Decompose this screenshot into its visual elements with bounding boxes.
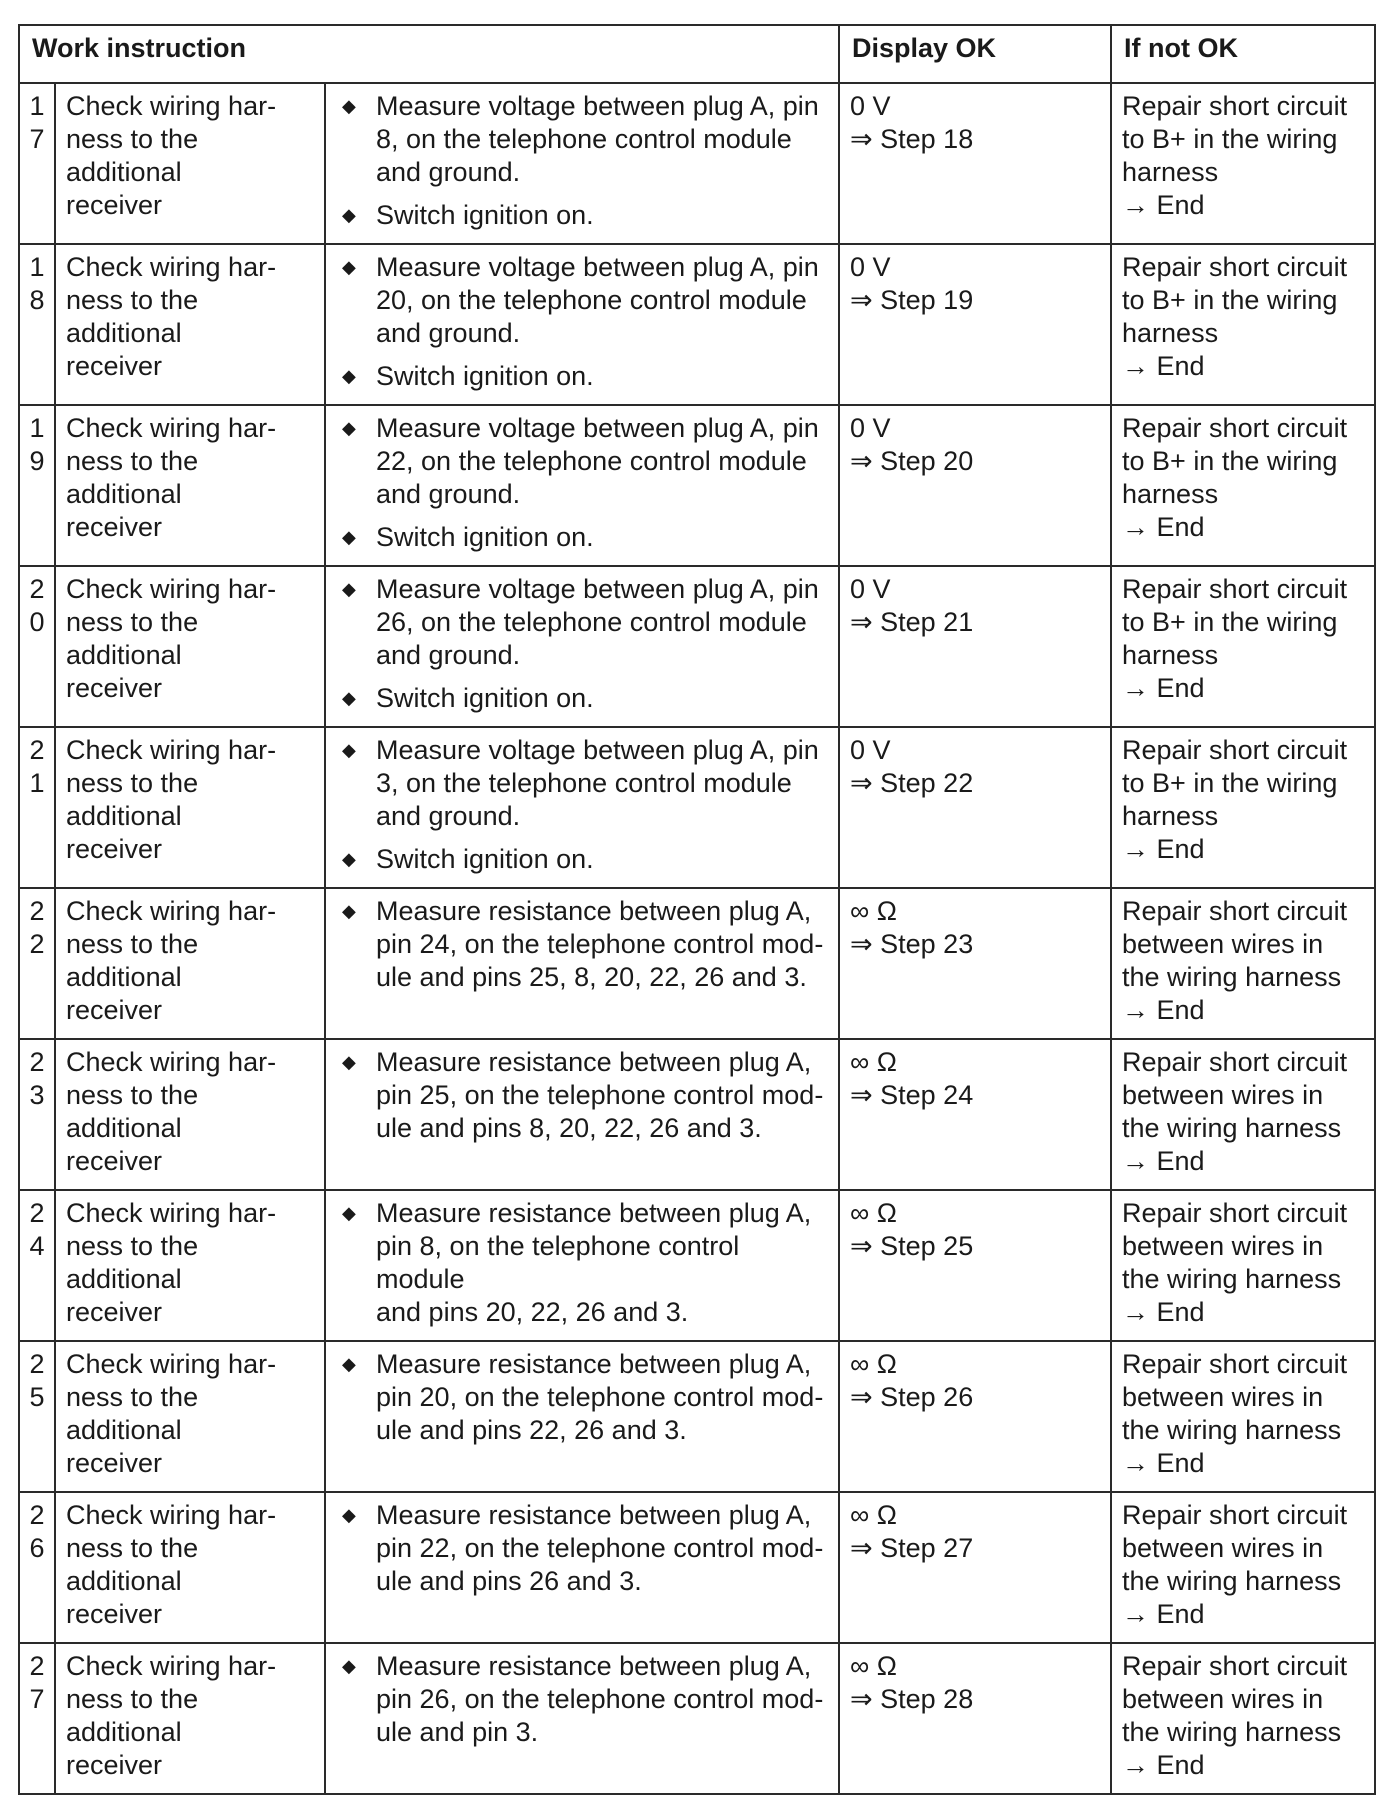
table-row [19, 244, 1375, 405]
next-step-link: ⇒ Step 25 [850, 1231, 974, 1261]
table-row [19, 888, 1375, 1039]
instruction-list [325, 1039, 839, 1190]
table-row [19, 1643, 1375, 1794]
if-not-ok-cell [1111, 1643, 1375, 1794]
instruction-item [336, 573, 828, 672]
repair-action-text: Repair short circuit between wires in the wiring harness → End [1122, 1500, 1348, 1629]
instruction-text: Switch ignition on. [376, 200, 594, 230]
display-value: ∞ Ω [850, 896, 897, 926]
instruction-text: Measure voltage between plug A, pin 3, on the telephone control module and ground. [376, 735, 819, 831]
display-ok-cell [839, 1492, 1111, 1643]
step-number: 2 2 [19, 888, 55, 1039]
instruction-list [325, 727, 839, 888]
step-number: 2 5 [19, 1341, 55, 1492]
instruction-item [336, 199, 828, 232]
header-if-not-ok: If not OK [1111, 25, 1375, 83]
next-step-link: ⇒ Step 26 [850, 1382, 974, 1412]
check-text: Check wiring har- ness to the additional receiver [66, 1047, 277, 1176]
table-row [19, 1492, 1375, 1643]
next-step-link: ⇒ Step 18 [850, 124, 974, 154]
instruction-list [325, 1341, 839, 1492]
step-number: 1 8 [19, 244, 55, 405]
diamond-bullet-icon: ◆ [342, 1656, 356, 1676]
repair-action-text: Repair short circuit between wires in the wiring harness → End [1122, 1198, 1348, 1327]
check-text: Check wiring har- ness to the additional receiver [66, 91, 277, 220]
check-description [55, 83, 325, 244]
instruction-text: Measure voltage between plug A, pin 8, on the telephone control module and ground. [376, 91, 819, 187]
check-text: Check wiring har- ness to the additional receiver [66, 252, 277, 381]
display-value: 0 V [850, 735, 891, 765]
check-text: Check wiring har- ness to the additional receiver [66, 574, 277, 703]
next-step-link: ⇒ Step 19 [850, 285, 974, 315]
instruction-item [336, 251, 828, 350]
instruction-list [325, 566, 839, 727]
if-not-ok-cell [1111, 1039, 1375, 1190]
next-step-link: ⇒ Step 21 [850, 607, 974, 637]
next-step-link: ⇒ Step 24 [850, 1080, 974, 1110]
if-not-ok-cell [1111, 566, 1375, 727]
next-step-link: ⇒ Step 20 [850, 446, 974, 476]
header-display-ok: Display OK [839, 25, 1111, 83]
repair-action-text: Repair short circuit between wires in the wiring harness → End [1122, 896, 1348, 1025]
header-work-instruction: Work instruction [19, 25, 839, 83]
instruction-item [336, 90, 828, 189]
instruction-text: Switch ignition on. [376, 361, 594, 391]
diamond-bullet-icon: ◆ [342, 418, 356, 438]
if-not-ok-cell [1111, 727, 1375, 888]
next-step-link: ⇒ Step 27 [850, 1533, 974, 1563]
instruction-item [336, 682, 828, 715]
check-description [55, 1190, 325, 1341]
display-ok-cell [839, 566, 1111, 727]
display-ok-cell [839, 888, 1111, 1039]
display-value: ∞ Ω [850, 1198, 897, 1228]
instruction-text: Switch ignition on. [376, 683, 594, 713]
check-text: Check wiring har- ness to the additional receiver [66, 1651, 277, 1780]
instruction-list [325, 83, 839, 244]
check-description [55, 566, 325, 727]
display-ok-cell [839, 1039, 1111, 1190]
diamond-bullet-icon: ◆ [342, 366, 356, 386]
instruction-item [336, 412, 828, 511]
step-number: 2 1 [19, 727, 55, 888]
instruction-list [325, 1492, 839, 1643]
check-description [55, 727, 325, 888]
check-description [55, 1341, 325, 1492]
work-instruction-table [18, 24, 1376, 1795]
diamond-bullet-icon: ◆ [342, 257, 356, 277]
step-number: 1 9 [19, 405, 55, 566]
table-row [19, 405, 1375, 566]
check-text: Check wiring har- ness to the additional receiver [66, 1198, 277, 1327]
display-value: 0 V [850, 91, 891, 121]
diamond-bullet-icon: ◆ [342, 579, 356, 599]
check-description [55, 244, 325, 405]
step-number: 2 7 [19, 1643, 55, 1794]
if-not-ok-cell [1111, 83, 1375, 244]
display-value: 0 V [850, 574, 891, 604]
instruction-list [325, 1190, 839, 1341]
instruction-text: Switch ignition on. [376, 844, 594, 874]
instruction-item [336, 734, 828, 833]
instruction-list [325, 244, 839, 405]
if-not-ok-cell [1111, 1492, 1375, 1643]
if-not-ok-cell [1111, 244, 1375, 405]
display-ok-cell [839, 83, 1111, 244]
display-value: ∞ Ω [850, 1047, 897, 1077]
next-step-link: ⇒ Step 22 [850, 768, 974, 798]
check-description [55, 405, 325, 566]
repair-action-text: Repair short circuit between wires in the wiring harness → End [1122, 1349, 1348, 1478]
instruction-text: Measure resistance between plug A, pin 24, on the telephone control mod- ule and pins 25, 8, 20, 22, 26 and 3. [376, 896, 824, 992]
next-step-link: ⇒ Step 28 [850, 1684, 974, 1714]
instruction-text: Measure resistance between plug A, pin 26, on the telephone control mod- ule and pin 3. [376, 1651, 824, 1747]
table-body [19, 83, 1375, 1794]
check-description [55, 888, 325, 1039]
diamond-bullet-icon: ◆ [342, 740, 356, 760]
diamond-bullet-icon: ◆ [342, 849, 356, 869]
instruction-item [336, 360, 828, 393]
check-text: Check wiring har- ness to the additional receiver [66, 1349, 277, 1478]
instruction-text: Measure voltage between plug A, pin 20, on the telephone control module and ground. [376, 252, 819, 348]
repair-action-text: Repair short circuit to B+ in the wiring harness → End [1122, 91, 1348, 220]
if-not-ok-cell [1111, 888, 1375, 1039]
diamond-bullet-icon: ◆ [342, 205, 356, 225]
table-header-row [19, 25, 1375, 83]
next-step-link: ⇒ Step 23 [850, 929, 974, 959]
if-not-ok-cell [1111, 1341, 1375, 1492]
table-row [19, 1190, 1375, 1341]
display-ok-cell [839, 1190, 1111, 1341]
instruction-list [325, 888, 839, 1039]
instruction-text: Switch ignition on. [376, 522, 594, 552]
instruction-list [325, 1643, 839, 1794]
step-number: 2 4 [19, 1190, 55, 1341]
diamond-bullet-icon: ◆ [342, 1354, 356, 1374]
step-number: 1 7 [19, 83, 55, 244]
repair-action-text: Repair short circuit to B+ in the wiring harness → End [1122, 413, 1348, 542]
repair-action-text: Repair short circuit between wires in the wiring harness → End [1122, 1651, 1348, 1780]
instruction-item [336, 1197, 828, 1329]
diamond-bullet-icon: ◆ [342, 1052, 356, 1072]
step-number: 2 6 [19, 1492, 55, 1643]
diamond-bullet-icon: ◆ [342, 527, 356, 547]
table-row [19, 727, 1375, 888]
table-row [19, 83, 1375, 244]
diamond-bullet-icon: ◆ [342, 96, 356, 116]
table-row [19, 1341, 1375, 1492]
diamond-bullet-icon: ◆ [342, 1203, 356, 1223]
repair-action-text: Repair short circuit between wires in the wiring harness → End [1122, 1047, 1348, 1176]
instruction-item [336, 843, 828, 876]
instruction-item [336, 1348, 828, 1447]
repair-action-text: Repair short circuit to B+ in the wiring harness → End [1122, 252, 1348, 381]
display-ok-cell [839, 244, 1111, 405]
instruction-text: Measure voltage between plug A, pin 26, on the telephone control module and ground. [376, 574, 819, 670]
check-text: Check wiring har- ness to the additional receiver [66, 735, 277, 864]
display-value: ∞ Ω [850, 1349, 897, 1379]
check-text: Check wiring har- ness to the additional receiver [66, 896, 277, 1025]
instruction-text: Measure resistance between plug A, pin 22, on the telephone control mod- ule and pins 26 and 3. [376, 1500, 824, 1596]
instruction-text: Measure resistance between plug A, pin 8, on the telephone control module and pins 20, 22, 26 and 3. [376, 1198, 812, 1327]
display-value: ∞ Ω [850, 1500, 897, 1530]
instruction-list [325, 405, 839, 566]
display-value: 0 V [850, 252, 891, 282]
instruction-item [336, 1046, 828, 1145]
display-value: 0 V [850, 413, 891, 443]
check-description [55, 1643, 325, 1794]
instruction-text: Measure voltage between plug A, pin 22, on the telephone control module and ground. [376, 413, 819, 509]
repair-action-text: Repair short circuit to B+ in the wiring harness → End [1122, 574, 1348, 703]
display-value: ∞ Ω [850, 1651, 897, 1681]
check-text: Check wiring har- ness to the additional receiver [66, 1500, 277, 1629]
step-number: 2 3 [19, 1039, 55, 1190]
display-ok-cell [839, 1643, 1111, 1794]
diamond-bullet-icon: ◆ [342, 1505, 356, 1525]
display-ok-cell [839, 405, 1111, 566]
check-description [55, 1492, 325, 1643]
instruction-item [336, 895, 828, 994]
table-row [19, 566, 1375, 727]
if-not-ok-cell [1111, 405, 1375, 566]
instruction-text: Measure resistance between plug A, pin 25, on the telephone control mod- ule and pins 8, 20, 22, 26 and 3. [376, 1047, 824, 1143]
display-ok-cell [839, 1341, 1111, 1492]
instruction-text: Measure resistance between plug A, pin 20, on the telephone control mod- ule and pins 22, 26 and 3. [376, 1349, 824, 1445]
diamond-bullet-icon: ◆ [342, 901, 356, 921]
check-text: Check wiring har- ness to the additional receiver [66, 413, 277, 542]
diamond-bullet-icon: ◆ [342, 688, 356, 708]
step-number: 2 0 [19, 566, 55, 727]
check-description [55, 1039, 325, 1190]
if-not-ok-cell [1111, 1190, 1375, 1341]
instruction-item [336, 1650, 828, 1749]
table-row [19, 1039, 1375, 1190]
repair-action-text: Repair short circuit to B+ in the wiring harness → End [1122, 735, 1348, 864]
instruction-item [336, 521, 828, 554]
instruction-item [336, 1499, 828, 1598]
display-ok-cell [839, 727, 1111, 888]
